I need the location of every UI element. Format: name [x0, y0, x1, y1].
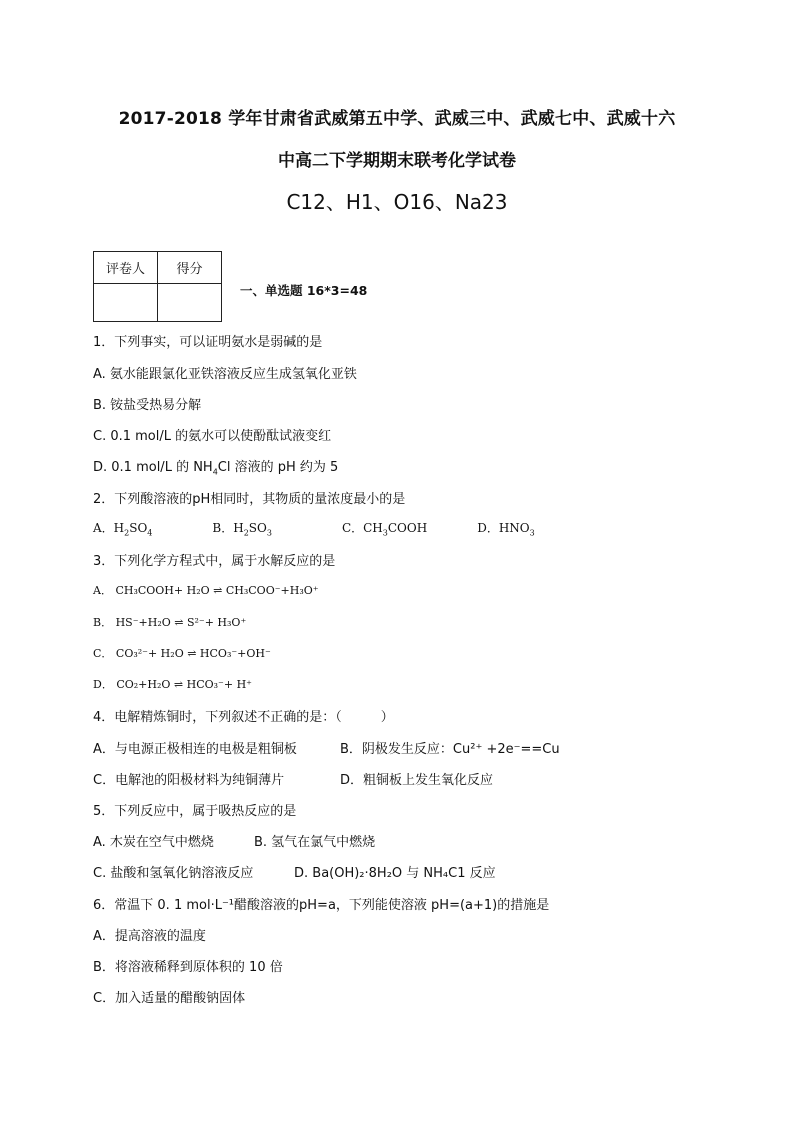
q6-option-a: A．提高溶液的温度 [93, 929, 206, 944]
q1-option-a: A. 氨水能跟氯化亚铁溶液反应生成氢氧化亚铁 [93, 367, 357, 382]
q3-option-a: A． CH₃COOH+ H₂O ⇌ CH₃COO⁻+H₃O⁺ [93, 584, 319, 597]
q5-option-d: D. Ba(OH)₂·8H₂O 与 NH₄C1 反应 [294, 866, 496, 881]
q2-d-sub: 3 [529, 528, 535, 538]
q4-stem: 4．电解精炼铜时，下列叙述不正确的是：（ ） [93, 710, 394, 725]
q3-option-d: D． CO₂+H₂O ⇌ HCO₃⁻+ H⁺ [93, 678, 252, 691]
reviewer-header: 评卷人 [94, 252, 158, 284]
q4-option-b: B．阴极发生反应：Cu²⁺ +2e⁻==Cu [340, 742, 560, 757]
q3-stem: 3．下列化学方程式中，属于水解反应的是 [93, 554, 336, 569]
score-header: 得分 [158, 252, 222, 284]
q2-b-sub2: 3 [266, 528, 272, 538]
atomic-masses: C12、H1、O16、Na23 [286, 190, 508, 214]
q2-a-2: SO [129, 521, 148, 535]
score-cell [158, 284, 222, 322]
q2-c-sub: 3 [382, 528, 388, 538]
q6-stem: 6．常温下 0. 1 mol·L⁻¹醋酸溶液的pH=a，下列能使溶液 pH=(a+1)的措施是 [93, 898, 550, 913]
reviewer-cell [94, 284, 158, 322]
q5-option-a: A. 木炭在空气中燃烧 [93, 835, 214, 850]
q1-d-post: Cl 溶液的 pH 约为 5 [217, 460, 339, 475]
q2-option-b [212, 521, 272, 538]
q2-a-sub2: 4 [147, 528, 153, 538]
q1-stem: 1．下列事实，可以证明氨水是弱碱的是 [93, 335, 323, 350]
q2-c-1: C．CH [341, 521, 383, 535]
q6-option-c: C．加入适量的醋酸钠固体 [93, 991, 246, 1006]
q2-c-2: COOH [387, 521, 428, 535]
q2-stem: 2．下列酸溶液的pH相同时，其物质的量浓度最小的是 [93, 492, 406, 507]
q2-option-a [93, 521, 153, 538]
section-title: 一、单选题 16*3=48 [240, 283, 368, 298]
q1-d-sub: 4 [212, 467, 218, 477]
q2-options [93, 519, 535, 537]
q4-option-c: C．电解池的阳极材料为纯铜薄片 [93, 773, 285, 788]
grade-table [93, 251, 222, 322]
q2-option-d [477, 521, 535, 538]
q5-option-b: B. 氢气在氯气中燃烧 [254, 835, 376, 850]
q4-option-d: D．粗铜板上发生氧化反应 [340, 773, 494, 788]
q1-option-b: B. 铵盐受热易分解 [93, 398, 202, 413]
q6-option-b: B．将溶液稀释到原体积的 10 倍 [93, 960, 283, 975]
q2-b-1: B．H [212, 521, 244, 535]
exam-title-line2: 中高二下学期期末联考化学试卷 [278, 151, 516, 171]
exam-title-line1: 2017-2018 学年甘肃省武威第五中学、武威三中、武威七中、武威十六 [118, 109, 676, 129]
q2-b-2: SO [248, 521, 267, 535]
q3-option-b: B． HS⁻+H₂O ⇌ S²⁻+ H₃O⁺ [93, 616, 247, 629]
q3-option-c: C． CO₃²⁻+ H₂O ⇌ HCO₃⁻+OH⁻ [93, 647, 271, 660]
q5-stem: 5．下列反应中，属于吸热反应的是 [93, 804, 297, 819]
q2-a-1: A．H [93, 521, 125, 535]
q2-d-1: D．HNO [477, 521, 530, 535]
q1-d-pre: D. 0.1 mol/L 的 NH [93, 460, 213, 475]
q1-option-c: C. 0.1 mol/L 的氨水可以使酚酞试液变红 [93, 429, 332, 444]
q4-option-a: A．与电源正极相连的电极是粗铜板 [93, 742, 297, 757]
q5-option-c: C. 盐酸和氢氧化钠溶液反应 [93, 866, 254, 881]
q1-option-d [93, 456, 338, 477]
q2-option-c [341, 521, 428, 538]
q2-a-sub1: 2 [124, 528, 130, 538]
q2-b-sub1: 2 [243, 528, 249, 538]
